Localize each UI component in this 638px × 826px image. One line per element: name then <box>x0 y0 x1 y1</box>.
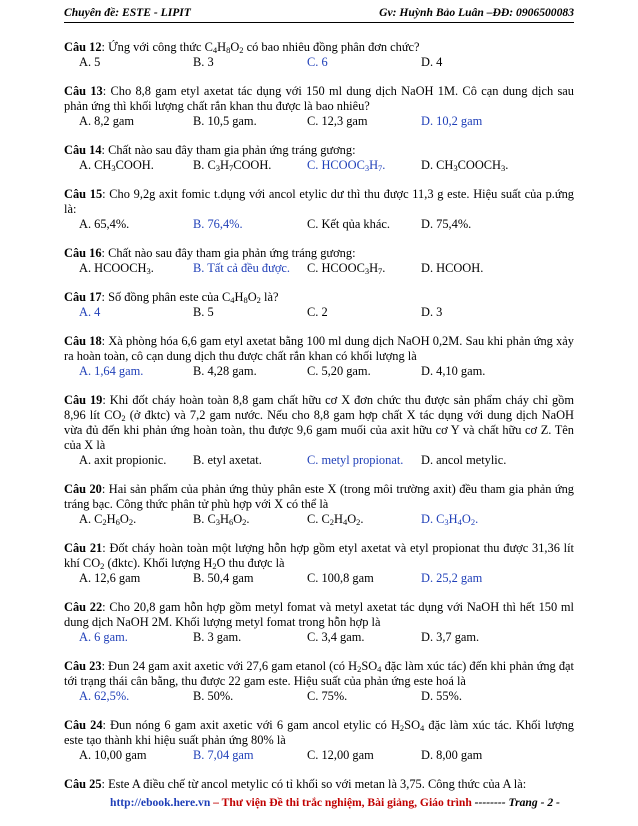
question-stem <box>64 482 574 512</box>
answer-option: A. $CH_3COOH$. <box>79 158 154 173</box>
question-item <box>64 482 574 527</box>
answer-options <box>64 55 574 70</box>
question-text: : Đun 24 gam axit axetic với 27,6 gam etanol (có $H_2SO_4$ đặc làm xúc tác) đến khi phản ứng đạt tới trạng thái cân bằng, thu được 22 gam este. Hiệu suất của phản ứng este hoá là <box>64 659 574 688</box>
answer-option: B. $C_3H_6O_2$. <box>193 512 250 527</box>
header-topic: Chuyên đề: ESTE - LIPIT <box>64 6 191 19</box>
question-item <box>64 777 574 792</box>
question-item <box>64 84 574 129</box>
question-number: Câu 21 <box>64 541 103 555</box>
page-footer <box>110 796 560 809</box>
question-stem <box>64 290 574 305</box>
answer-option: C. 2 <box>307 305 328 319</box>
answer-option: D. $C_3H_4O_2$. <box>421 512 479 527</box>
question-text: : Xà phòng hóa 6,6 gam etyl axetat bằng 100 ml dung dịch NaOH 0,2M. Sau khi phản ứng xảy ra hoàn toàn, cô cạn dung dịch thu được chất rắn khan có khối lượng là <box>64 334 574 363</box>
question-text: : Cho 9,2g axit fomic t.dụng với ancol etylic dư thì thu được 11,3 g este. Hiệu suất của p.ứng là: <box>64 187 574 216</box>
question-item <box>64 600 574 645</box>
answer-options <box>64 571 574 586</box>
question-number: Câu 19 <box>64 393 103 407</box>
answer-option: B. 3 gam. <box>193 630 242 644</box>
question-number: Câu 18 <box>64 334 102 348</box>
question-item <box>64 659 574 704</box>
answer-option: B. 4,28 gam. <box>193 364 257 378</box>
question-stem <box>64 600 574 630</box>
answer-option: A. 5 <box>79 55 101 69</box>
question-number: Câu 16 <box>64 246 102 260</box>
answer-option: B. Tất cả đều được. <box>193 261 290 275</box>
question-text: : Chất nào sau đây tham gia phản ứng tráng gương: <box>101 246 356 260</box>
answer-option: C. 75%. <box>307 689 348 703</box>
question-number: Câu 23 <box>64 659 102 673</box>
question-text: : Khi đốt cháy hoàn toàn 8,8 gam chất hữu cơ X đơn chức thu được sản phẩm cháy chỉ gồm 8,96 lít $CO_2$ (ở đktc) và 7,2 gam nước. Nếu cho 8,8 gam hợp chất X tác dụng với dung dịch NaOH vừa đủ đến khi phản ứng hoàn toàn, thu được 9,6 gam muối của axit hữu cơ Y và chất hữu cơ Z. Tên của X là <box>64 393 574 452</box>
answer-option: A. 12,6 gam <box>79 571 141 585</box>
footer-library: – Thư viện Đề thi trắc nghiệm, Bài giảng, Giáo trình <box>210 796 472 809</box>
question-number: Câu 25 <box>64 777 102 791</box>
answer-option: B. 5 <box>193 305 214 319</box>
question-text: : Chất nào sau đây tham gia phản ứng tráng gương: <box>101 143 356 157</box>
question-number: Câu 17 <box>64 290 102 304</box>
question-text: : Ứng với công thức $C_4H_8O_2$ có bao nhiêu đồng phân đơn chức? <box>101 40 420 55</box>
page-header <box>64 4 574 23</box>
answer-option: C. 12,00 gam <box>307 748 374 762</box>
question-item <box>64 718 574 763</box>
question-item <box>64 334 574 379</box>
answer-options <box>64 689 574 704</box>
question-stem <box>64 143 574 158</box>
answer-option: A. 8,2 gam <box>79 114 135 128</box>
answer-option: B. 3 <box>193 55 214 69</box>
answer-option: D. 10,2 gam <box>421 114 483 128</box>
answer-option: A. $C_2H_6O_2$. <box>79 512 137 527</box>
question-text: : Số đồng phân este của $C_4H_8O_2$ là? <box>101 290 279 305</box>
answer-option: D. $CH_3COOCH_3$. <box>421 158 509 173</box>
question-text: : Đun nóng 6 gam axit axetic với 6 gam ancol etylic có $H_2SO_4$ đặc làm xúc tác. Khối lượng este tạo thành khi hiệu suất phản ứng 80% là <box>64 718 574 747</box>
answer-option: A. 62,5%. <box>79 689 130 703</box>
answer-option: D. 8,00 gam <box>421 748 483 762</box>
question-item <box>64 393 574 468</box>
answer-option: D. 4,10 gam. <box>421 364 486 378</box>
answer-option: D. 75,4%. <box>421 217 472 231</box>
question-stem <box>64 777 574 792</box>
question-stem <box>64 246 574 261</box>
answer-option: B. etyl axetat. <box>193 453 262 467</box>
answer-option: C. metyl propionat. <box>307 453 404 467</box>
question-item <box>64 541 574 586</box>
question-number: Câu 15 <box>64 187 103 201</box>
question-stem <box>64 187 574 217</box>
question-number: Câu 12 <box>64 40 102 54</box>
answer-option: C. 12,3 gam <box>307 114 368 128</box>
question-text: : Đốt cháy hoàn toàn một lượng hỗn hợp gồm etyl axetat và etyl propionat thu được 31,36 lít khí $CO_2$ (đktc). Khối lượng $H_2O$ thu được là <box>64 541 575 571</box>
question-stem <box>64 40 574 55</box>
question-text: : Cho 20,8 gam hỗn hợp gồm metyl fomat và metyl axetat tác dụng với NaOH thì hết 150 ml dung dịch NaOH 2M. Khối lượng metyl fomat trong hỗn hợp là <box>64 600 575 629</box>
question-stem <box>64 659 574 689</box>
answer-option: D. 25,2 gam <box>421 571 483 585</box>
question-number: Câu 14 <box>64 143 102 157</box>
answer-option: A. 4 <box>79 305 101 319</box>
answer-option: B. 7,04 gam <box>193 748 254 762</box>
question-item <box>64 40 574 70</box>
footer-link[interactable]: http://ebook.here.vn <box>110 796 211 809</box>
answer-option: A. axit propionic. <box>79 453 167 467</box>
question-stem <box>64 541 574 571</box>
answer-option: B. 10,5 gam. <box>193 114 257 128</box>
answer-options <box>64 114 574 129</box>
question-stem <box>64 393 574 453</box>
question-number: Câu 24 <box>64 718 103 732</box>
question-list <box>64 40 574 806</box>
answer-option: B. 50%. <box>193 689 234 703</box>
answer-option: C. $HCOOC_3H_7$. <box>307 158 386 173</box>
question-stem <box>64 84 574 114</box>
answer-options <box>64 453 574 468</box>
answer-options <box>64 305 574 320</box>
answer-option: D. 4 <box>421 55 443 69</box>
answer-options <box>64 158 574 173</box>
answer-options <box>64 630 574 645</box>
question-item <box>64 187 574 232</box>
question-item <box>64 246 574 276</box>
answer-option: A. 10,00 gam <box>79 748 147 762</box>
answer-option: D. 55%. <box>421 689 462 703</box>
header-teacher: Gv: Huỳnh Bảo Luân –ĐĐ: 0906500083 <box>379 6 574 19</box>
answer-options <box>64 364 574 379</box>
answer-options <box>64 261 574 276</box>
answer-option: B. 50,4 gam <box>193 571 254 585</box>
answer-option: A. 1,64 gam. <box>79 364 144 378</box>
answer-option: A. $HCOOCH_3$. <box>79 261 154 276</box>
question-stem <box>64 334 574 364</box>
question-item <box>64 290 574 320</box>
answer-option: B. $C_3H_7COOH$. <box>193 158 272 173</box>
answer-option: D. 3,7 gam. <box>421 630 480 644</box>
question-text: : Hai sản phẩm của phản ứng thủy phân este X (trong môi trường axit) đều tham gia phản ứng tráng bạc. Công thức phân tử phù hợp với X có thể là <box>64 482 574 511</box>
question-text: : Cho 8,8 gam etyl axetat tác dụng với 150 ml dung dịch NaOH 1M. Cô cạn dung dịch sau phản ứng thì khối lượng chất rắn khan thu được là bao nhiêu? <box>64 84 574 113</box>
answer-option: A. 65,4%. <box>79 217 130 231</box>
footer-page-number: -------- Trang - 2 - <box>471 796 560 809</box>
answer-option: C. 100,8 gam <box>307 571 374 585</box>
question-stem <box>64 718 574 748</box>
question-number: Câu 13 <box>64 84 103 98</box>
answer-option: D. ancol metylic. <box>421 453 507 467</box>
answer-option: D. 3 <box>421 305 443 319</box>
answer-option: C. 6 <box>307 55 328 69</box>
answer-option: A. 6 gam. <box>79 630 128 644</box>
answer-option: C. 5,20 gam. <box>307 364 371 378</box>
answer-options <box>64 512 574 527</box>
question-text: : Este A điều chế từ ancol metylic có tỉ khối so với metan là 3,75. Công thức của A là: <box>101 777 527 791</box>
answer-option: C. Kết qủa khác. <box>307 217 390 231</box>
answer-option: D. HCOOH. <box>421 261 484 275</box>
answer-option: C. $C_2H_4O_2$. <box>307 512 364 527</box>
answer-option: C. 3,4 gam. <box>307 630 365 644</box>
answer-options <box>64 748 574 763</box>
question-item <box>64 143 574 173</box>
question-number: Câu 20 <box>64 482 102 496</box>
answer-option: B. 76,4%. <box>193 217 243 231</box>
answer-option: C. $HCOOC_3H_7$. <box>307 261 386 276</box>
question-number: Câu 22 <box>64 600 103 614</box>
answer-options <box>64 217 574 232</box>
